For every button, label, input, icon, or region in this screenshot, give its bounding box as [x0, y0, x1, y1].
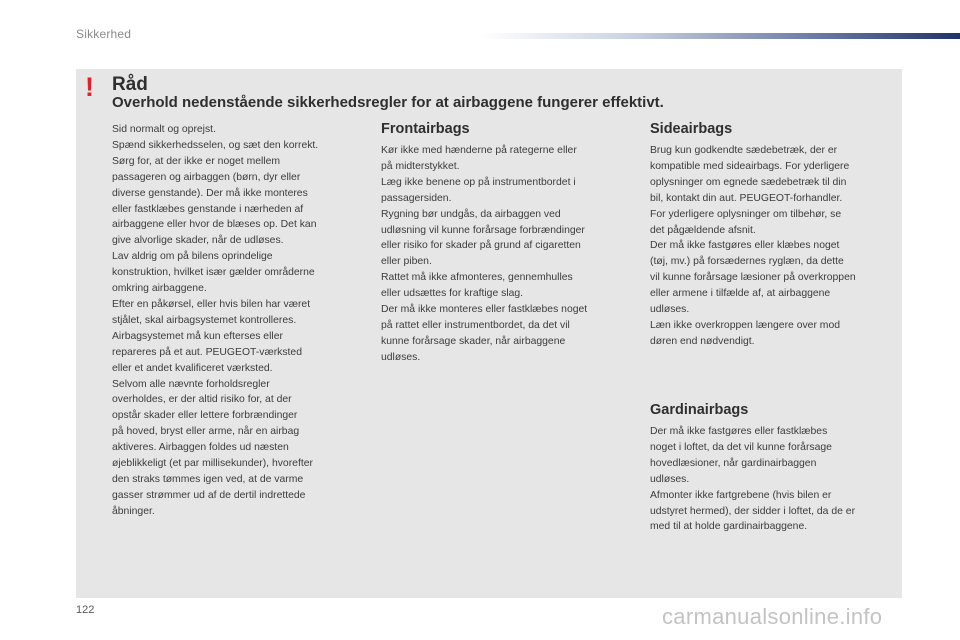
text-line: Der må ikke fastgøres eller klæbes noget: [650, 240, 840, 252]
text-line: kunne forårsage skader, når airbaggene: [381, 335, 566, 347]
text-line: bil, kontakt din aut. PEUGEOT-forhandler.: [650, 192, 843, 204]
text-line: eller piben.: [381, 256, 432, 268]
text-line: stjålet, skal airbagsystemet kontrolleres.: [112, 314, 297, 326]
text-line: Selvom alle nævnte forholdsregler: [112, 378, 270, 390]
text-line: Sørg for, at der ikke er noget mellem: [112, 155, 281, 167]
text-line: udløses.: [650, 473, 690, 485]
text-line: diverse genstande). Der må ikke monteres: [112, 187, 308, 199]
text-line: konstruktion, hvilket især gælder områderne: [112, 267, 315, 279]
text-line: Rygning bør undgås, da airbaggen ved: [381, 208, 561, 220]
text-line: Spænd sikkerhedsselen, og sæt den korrekt.: [112, 139, 319, 151]
section-label: Sikkerhed: [76, 27, 132, 41]
text-line: For yderligere oplysninger om tilbehør, se: [650, 208, 842, 220]
frontairbags-text: [381, 143, 639, 366]
text-line: på midterstykket.: [381, 160, 460, 172]
watermark: carmanualsonline.info: [662, 604, 883, 629]
text-line: noget i loftet, da det vil kunne forårsage: [650, 441, 832, 453]
text-line: kompatible med sideairbags. For yderligere: [650, 160, 850, 172]
text-line: på rattet eller instrumentbordet, da det vil: [381, 319, 570, 331]
text-line: eller risiko for skader på grund af cigaretten: [381, 240, 581, 252]
sideairbags-text: [650, 143, 900, 350]
text-line: hovedlæsioner, når gardinairbaggen: [650, 457, 817, 469]
page-number: 122: [76, 604, 95, 616]
frontairbags-heading: Frontairbags: [381, 121, 470, 137]
text-line: oplysninger om egnede sædebetræk til din: [650, 176, 847, 188]
text-line: passagersiden.: [381, 192, 452, 204]
text-line: aktiveres. Airbaggen foldes ud næsten: [112, 442, 289, 454]
header-gradient-bar: [480, 33, 960, 39]
text-line: udløses.: [381, 351, 421, 363]
general-rules-text: [112, 122, 374, 520]
text-line: eller fastklæbes genstande i nærheden af: [112, 203, 304, 215]
text-line: overholdes, er der altid risiko for, at der: [112, 394, 292, 406]
text-line: Brug kun godkendte sædebetræk, der er: [650, 145, 838, 156]
text-line: Der må ikke fastgøres eller fastklæbes: [650, 426, 828, 437]
text-line: på hoved, bryst eller arme, når en airbag: [112, 426, 300, 438]
text-line: udstyret hermed), der sidder i loftet, da de er: [650, 505, 856, 517]
sideairbags-heading: Sideairbags: [650, 121, 733, 137]
text-line: åbninger.: [112, 505, 155, 517]
text-line: Kør ikke med hænderne på rategerne eller: [381, 145, 577, 156]
text-line: repareres på et aut. PEUGEOT-værksted: [112, 346, 302, 358]
text-line: Læg ikke benene op på instrumentbordet i: [381, 176, 576, 188]
exclamation-warning-icon: !: [85, 72, 94, 102]
text-line: airbaggene eller hvor de blæses op. Det kan: [112, 219, 317, 231]
text-line: Airbagsystemet må kun efterses eller: [112, 330, 283, 342]
text-line: døren end nødvendigt.: [650, 335, 755, 347]
text-line: Rattet må ikke afmonteres, gennemhulles: [381, 272, 573, 284]
text-line: opstår skader eller lettere forbrændinger: [112, 410, 298, 422]
text-line: udløses.: [650, 304, 690, 316]
panel-subtitle: Overhold nedenstående sikkerhedsregler for at airbaggene fungerer effektivt.: [112, 94, 664, 111]
text-line: Afmonter ikke fartgrebene (hvis bilen er: [650, 489, 832, 501]
text-line: Læn ikke overkroppen længere over mod: [650, 319, 841, 331]
text-line: Der må ikke monteres eller fastklæbes noget: [381, 304, 588, 316]
text-line: det pågældende afsnit.: [650, 224, 756, 236]
text-line: udløsning vil kunne forårsage forbrændinger: [381, 224, 585, 236]
text-line: eller et andet kvalificeret værksted.: [112, 362, 273, 374]
text-line: omkring airbaggene.: [112, 283, 207, 295]
text-line: den straks tømmes igen ved, at de varme: [112, 473, 304, 485]
text-line: Efter en påkørsel, eller hvis bilen har været: [112, 298, 311, 310]
text-line: vil kunne forårsage læsioner på overkroppen: [650, 272, 856, 284]
text-line: give alvorlige skader, når de udløses.: [112, 235, 284, 247]
text-line: øjeblikkeligt (et par millisekunder), hvorefter: [112, 458, 313, 470]
text-line: Lav aldrig om på bilens oprindelige: [112, 251, 273, 263]
text-line: eller udsættes for kraftige slag.: [381, 288, 524, 300]
gardinairbags-heading: Gardinairbags: [650, 402, 749, 418]
text-line: med til at holde gardinairbaggene.: [650, 521, 808, 533]
text-line: gasser strømmer ud af de dertil indrettede: [112, 489, 306, 501]
text-line: Sid normalt og oprejst.: [112, 124, 216, 135]
gardinairbags-text: [650, 424, 900, 535]
text-line: passageren og airbaggen (børn, dyr eller: [112, 171, 301, 183]
text-line: (tøj, mv.) på forsædernes ryglæn, da dette: [650, 256, 844, 268]
text-line: eller armene i tilfælde af, at airbaggene: [650, 288, 831, 300]
panel-title: Råd: [112, 74, 148, 95]
